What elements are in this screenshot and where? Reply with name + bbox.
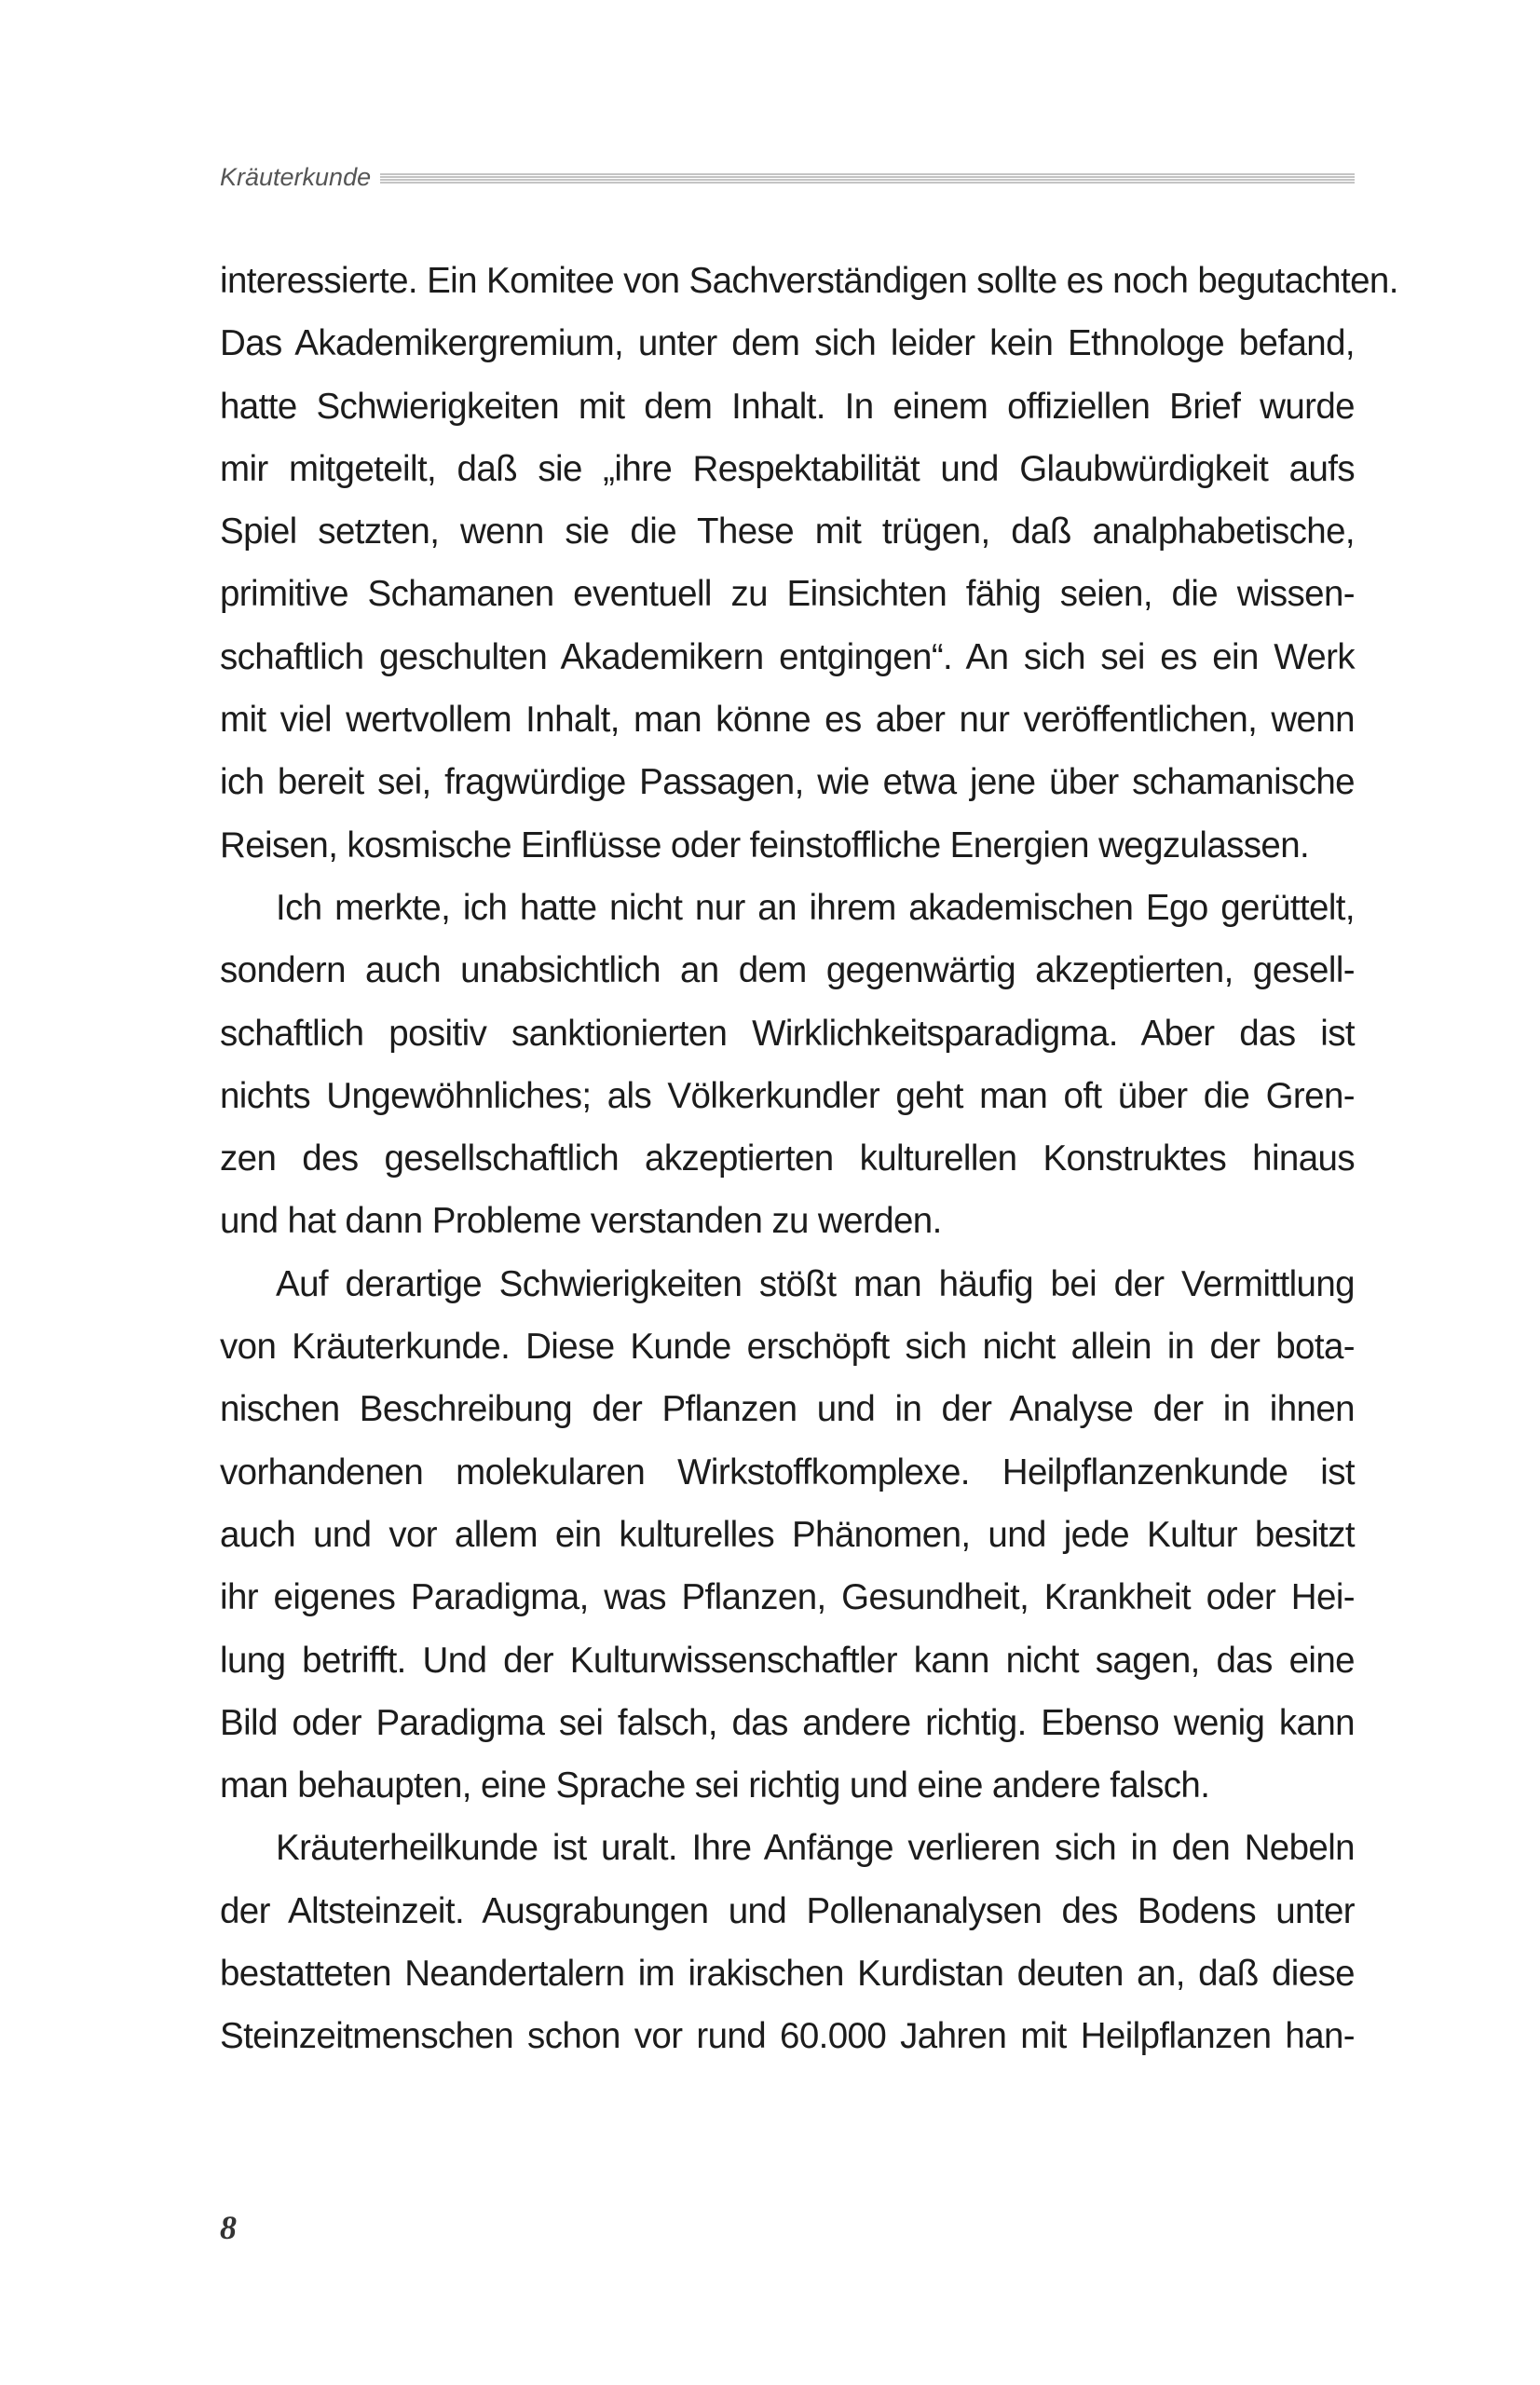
text-line: von Kräuterkunde. Diese Kunde erschöpft sich nicht allein in der bota- [220, 1327, 1355, 1368]
text-line: ihr eigenes Paradigma, was Pflanzen, Gesundheit, Krankheit oder Hei- [220, 1577, 1355, 1618]
page-number: 8 [220, 2209, 237, 2246]
body-text [220, 250, 1398, 2068]
text-line: auch und vor allem ein kulturelles Phänomen, und jede Kultur besitzt [220, 1514, 1355, 1555]
text-line: Bild oder Paradigma sei falsch, das andere richtig. Ebenso wenig kann [220, 1702, 1355, 1743]
text-line: man behaupten, eine Sprache sei richtig und eine andere falsch. [220, 1765, 1210, 1806]
text-line: Auf derartige Schwierigkeiten stößt man häufig bei der Vermittlung [276, 1263, 1355, 1304]
text-line: und hat dann Probleme verstanden zu werden. [220, 1201, 942, 1242]
text-line: nischen Beschreibung der Pflanzen und in der Analyse der in ihnen [220, 1389, 1355, 1430]
text-line: mir mitgeteilt, daß sie „ihre Respektabilität und Glaubwürdigkeit aufs [220, 448, 1355, 489]
text-line: schaftlich geschulten Akademikern entgingen“. An sich sei es ein Werk [220, 636, 1355, 677]
running-title: Kräuterkunde [220, 162, 372, 191]
text-line: ich bereit sei, fragwürdige Passagen, wie etwa jene über schamanische [220, 762, 1355, 803]
text-line: vorhandenen molekularen Wirkstoffkomplexe. Heilpflanzenkunde ist [220, 1451, 1355, 1492]
running-header [220, 158, 1355, 196]
text-line: lung betrifft. Und der Kulturwissenschaftler kann nicht sagen, das eine [220, 1640, 1355, 1681]
text-line: Spiel setzten, wenn sie die These mit trügen, daß analphabetische, [220, 511, 1355, 552]
text-line: bestatteten Neandertalern im irakischen Kurdistan deuten an, daß diese [220, 1954, 1355, 1995]
text-line: der Altsteinzeit. Ausgrabungen und Pollenanalysen des Bodens unter [220, 1890, 1355, 1931]
text-line: schaftlich positiv sanktionierten Wirklichkeitsparadigma. Aber das ist [220, 1013, 1355, 1054]
text-line: interessierte. Ein Komitee von Sachverständigen sollte es noch begutachten. [220, 261, 1398, 301]
header-rule [380, 173, 1355, 184]
text-line: Reisen, kosmische Einflüsse oder feinstoffliche Energien wegzulassen. [220, 825, 1310, 865]
text-line: nichts Ungewöhnliches; als Völkerkundler geht man oft über die Gren- [220, 1075, 1355, 1116]
text-line: zen des gesellschaftlich akzeptierten kulturellen Konstruktes hinaus [220, 1138, 1355, 1179]
text-line: Kräuterheilkunde ist uralt. Ihre Anfänge verlieren sich in den Nebeln [276, 1828, 1355, 1869]
text-line: sondern auch unabsichtlich an dem gegenwärtig akzeptierten, gesell- [220, 950, 1355, 991]
text-line: Ich merkte, ich hatte nicht nur an ihrem akademischen Ego gerüttelt, [276, 887, 1355, 928]
text-line: mit viel wertvollem Inhalt, man könne es aber nur veröffentlichen, wenn [220, 700, 1355, 741]
text-line: Steinzeitmenschen schon vor rund 60.000 Jahren mit Heilpflanzen han- [220, 2016, 1355, 2057]
text-line: primitive Schamanen eventuell zu Einsichten fähig seien, die wissen- [220, 574, 1355, 615]
text-line: Das Akademikergremium, unter dem sich leider kein Ethnologe befand, [220, 323, 1355, 364]
text-line: hatte Schwierigkeiten mit dem Inhalt. In einem offiziellen Brief wurde [220, 386, 1355, 427]
